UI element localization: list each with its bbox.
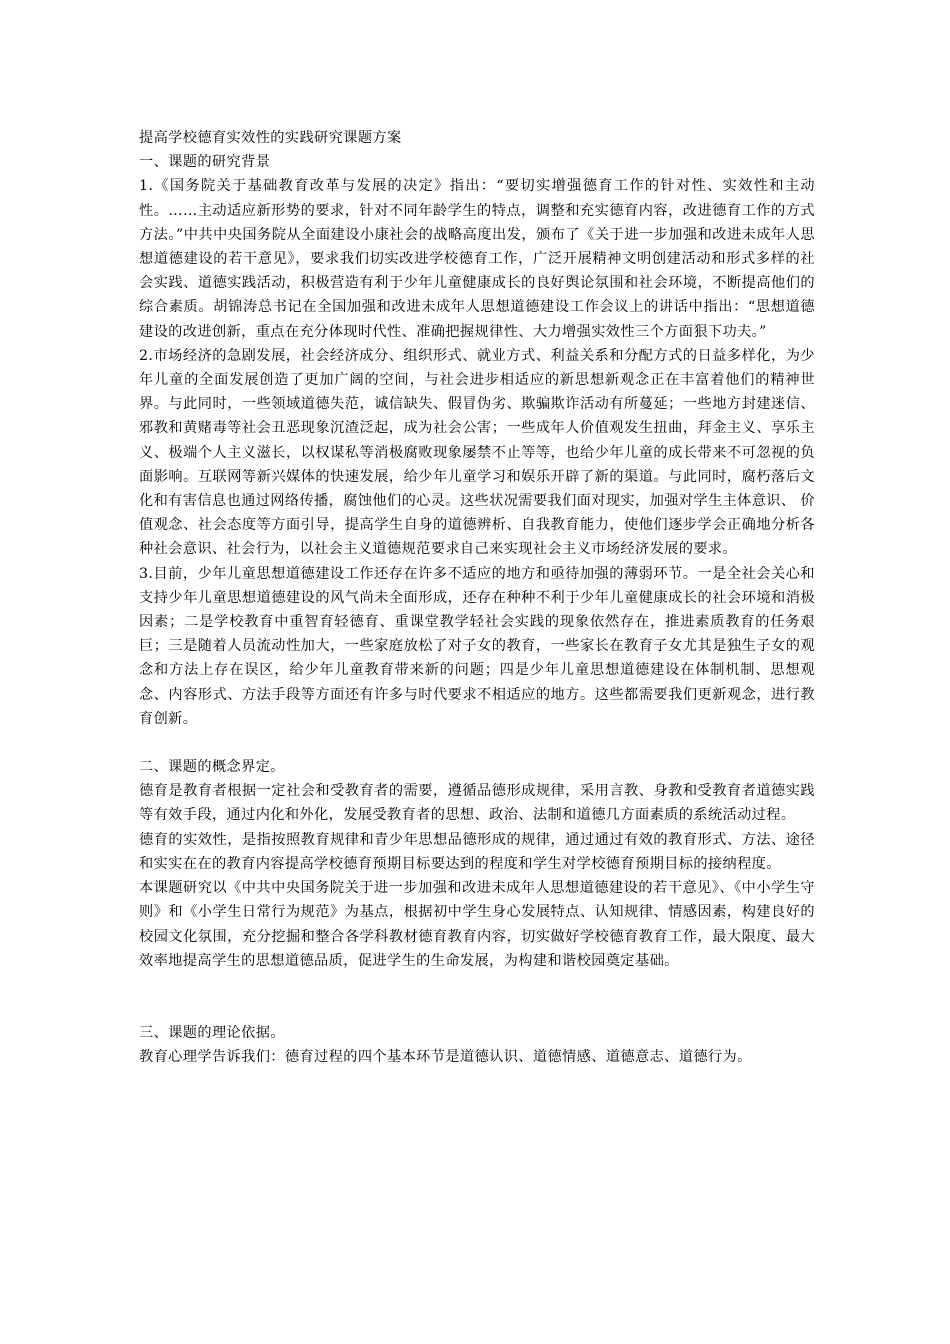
paragraph: 本课题研究以《中共中央国务院关于进一步加强和改进未成年人思想道德建设的若干意见》、《中小学生守则》和《小学生日常行为规范》为基点，根据初中学生身心发展特点、认知规律、情感因素，构建良好的校园文化氛围，充分挖掘和整合各学科教材德育教育内容，切实做好学校德育教育工作，最大限度、最大效率地提高学生的思想道德品质，促进学生的生命发展，为构建和谐校园奠定基础。 bbox=[139, 880, 815, 969]
paragraph: 教育心理学告诉我们：德育过程的四个基本环节是道德认识、道德情感、道德意志、道德行为。 bbox=[139, 1049, 752, 1066]
section-heading-theory: 三、课题的理论依据。 bbox=[139, 1024, 285, 1041]
paragraph: 2.市场经济的急剧发展，社会经济成分、组织形式、就业方式、利益关系和分配方式的日益多样化，为少年儿童的全面发展创造了更加广阔的空间，与社会进步相适应的新思想新观念正在丰富着他们的精神世界。与此同时，一些领域道德失范，诚信缺失、假冒伪劣、欺骗欺诈活动有所蔓延；一些地方封建迷信、邪教和黄赌毒等社会丑恶现象沉渣泛起，成为社会公害；一些成年人价值观发生扭曲，拜金主义、享乐主义、极端个人主义滋长，以权谋私等消极腐败现象屡禁不止等等，也给少年儿童的成长带来不可忽视的负面影响。互联网等新兴媒体的快速发展，给少年儿童学习和娱乐开辟了新的渠道。与此同时，腐朽落后文化和有害信息也通过网络传播，腐蚀他们的心灵。这些状况需要我们面对现实，加强对学生主体意识、 价值观念、社会态度等方面引导，提高学生自身的道德辨析、自我教育能力，使他们逐步学会正确地分析各种社会意识、社会行为，以社会主义道德规范要求自己来实现社会主义市场经济发展的要求。 bbox=[139, 347, 815, 558]
paragraph: 德育是教育者根据一定社会和受教育者的需要，遵循品德形成规律，采用言教、身教和受教育者道德实践等有效手段，通过内化和外化，发展受教育者的思想、政治、法制和道德几方面素质的系统活动过程。 bbox=[139, 783, 815, 824]
document-title: 提高学校德育实效性的实践研究课题方案 bbox=[139, 130, 402, 146]
section-heading-background: 一、课题的研究背景 bbox=[139, 154, 271, 171]
paragraph: 德育的实效性，是指按照教育规律和青少年思想品德形成的规律，通过通过有效的教育形式、方法、途径和实实在在的教育内容提高学校德育预期目标要达到的程度和学生对学校德育预期目标的接纳程度。 bbox=[139, 831, 815, 872]
section-heading-concept: 二、课题的概念界定。 bbox=[139, 759, 285, 776]
blank-line bbox=[139, 731, 815, 755]
paragraph: 1.《国务院关于基础教育改革与发展的决定》指出：“要切实增强德育工作的针对性、实效性和主动性。……主动适应新形势的要求，针对不同年龄学生的特点，调整和充实德育内容，改进德育工作的方式方法。”中共中央国务院从全面建设小康社会的战略高度出发，颁布了《关于进一步加强和改进未成年人思想道德建设的若干意见》，要求我们切实改进学校德育工作，广泛开展精神文明创建活动和形式多样的社会实践、道德实践活动，积极营造有利于少年儿童健康成长的良好舆论氛围和社会环境，不断提高他们的综合素质。胡锦涛总书记在全国加强和改进未成年人思想道德建设工作会议上的讲话中指出：“思想道德建设的改进创新，重点在充分体现时代性、准确把握规律性、大力增强实效性三个方面狠下功夫。” bbox=[139, 178, 815, 340]
document-page bbox=[139, 126, 815, 1069]
blank-line bbox=[139, 973, 815, 1021]
paragraph: 3.目前，少年儿童思想道德建设工作还存在许多不适应的地方和亟待加强的薄弱环节。一是全社会关心和支持少年儿童思想道德建设的风气尚未全面形成，还存在种种不利于少年儿童健康成长的社会环境和消极因素；二是学校教育中重智育轻德育、重课堂教学轻社会实践的现象依然存在，推进素质教育的任务艰巨；三是随着人员流动性加大，一些家庭放松了对子女的教育，一些家长在教育子女尤其是独生子女的观念和方法上存在误区，给少年儿童教育带来新的问题；四是少年儿童思想道德建设在体制机制、思想观念、内容形式、方法手段等方面还有许多与时代要求不相适应的地方。这些都需要我们更新观念，进行教育创新。 bbox=[139, 565, 815, 727]
